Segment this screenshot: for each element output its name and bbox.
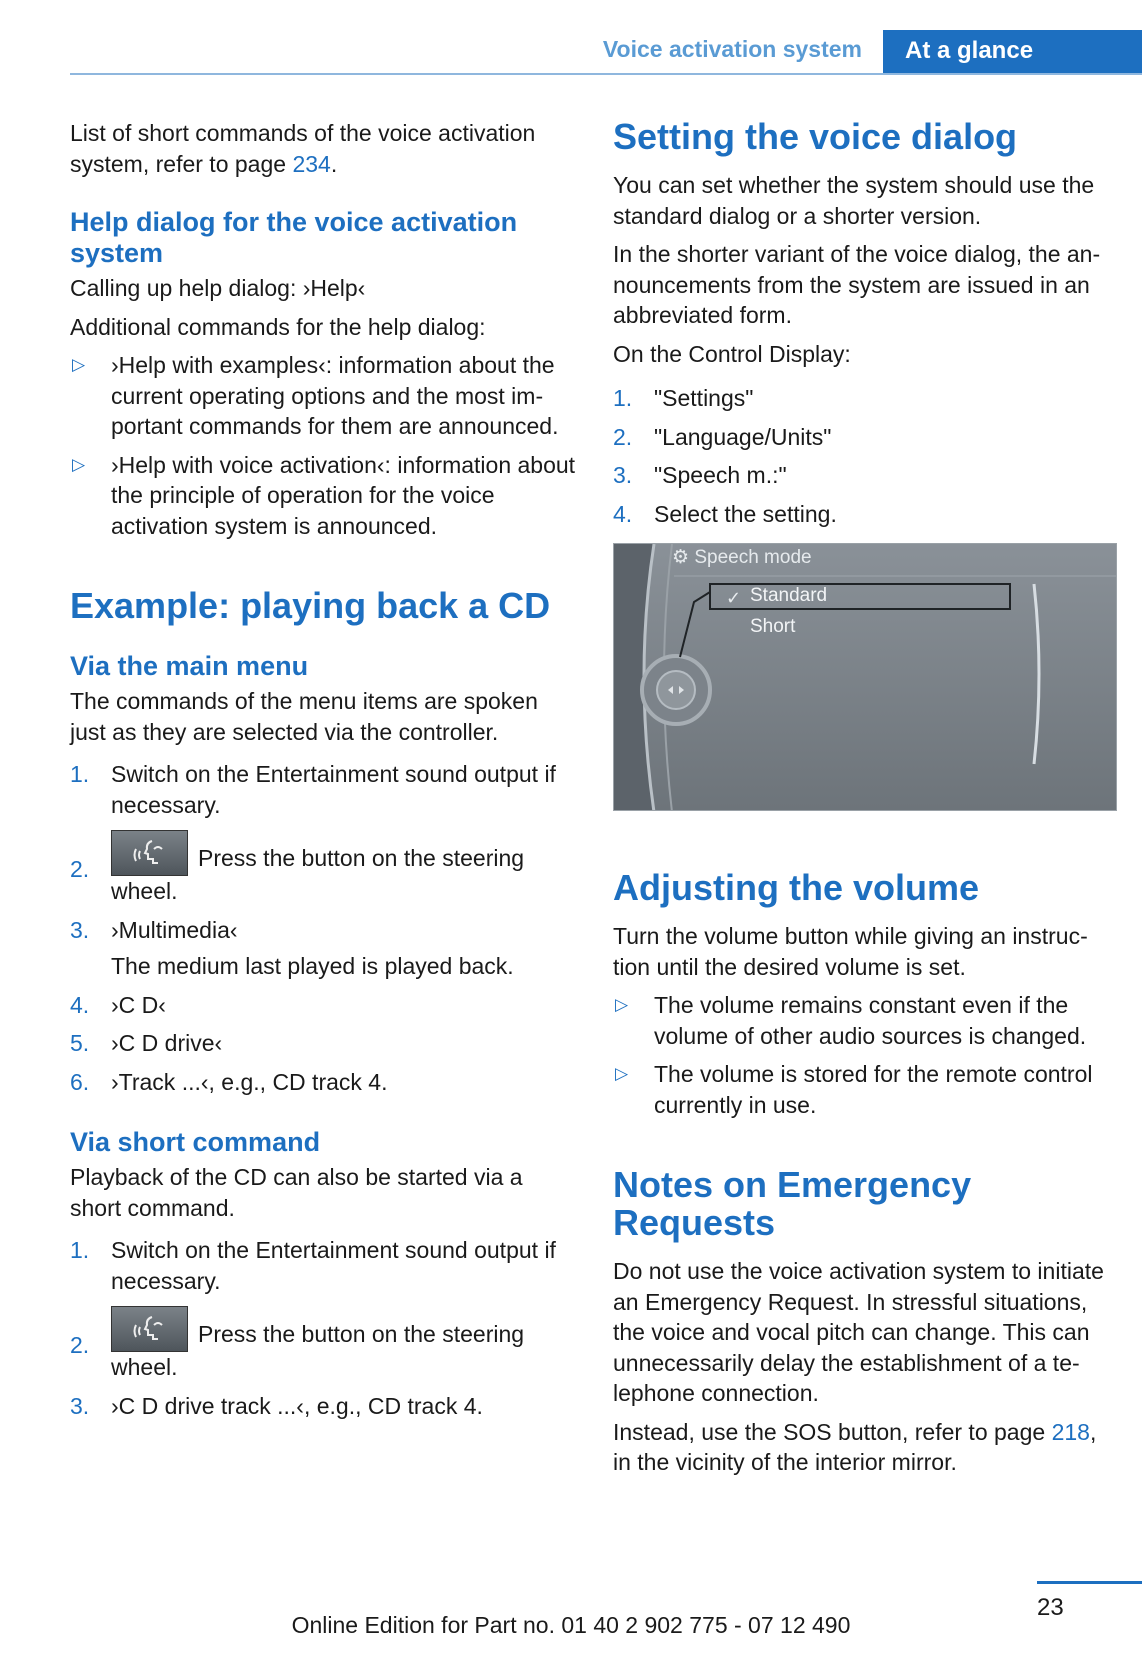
header-section-title: Voice activation system bbox=[602, 36, 862, 62]
option-standard: Standard bbox=[750, 585, 828, 606]
list-item: 2. "Language/Units" bbox=[613, 423, 832, 450]
svg-text:✓: ✓ bbox=[726, 588, 742, 609]
triangle-bullet-icon: ▷ bbox=[72, 454, 86, 474]
page-link-218[interactable]: 218 bbox=[1051, 1418, 1090, 1445]
list-item: 1. "Settings" bbox=[613, 385, 754, 411]
triangle-bullet-icon: ▷ bbox=[615, 1064, 629, 1083]
triangle-bullet-icon: ▷ bbox=[72, 355, 86, 374]
header-tab: At a glance bbox=[883, 30, 1142, 75]
voice-button-image bbox=[111, 1306, 188, 1352]
voice-button-image bbox=[111, 830, 188, 876]
help-calling-text: Calling up help dialog: ›Help‹ bbox=[70, 275, 366, 301]
list-item: ▷ The volume is stored for the remote control currently in use. bbox=[615, 1061, 1093, 1118]
list-item: ▷ ›Help with examples‹: information about the current operating options and the most im-portant commands for them are announced. bbox=[72, 352, 559, 439]
voice-dialog-heading: Setting the voice dialog bbox=[613, 116, 1018, 157]
list-item: ▷ The volume remains constant even if the volume of other audio sources is changed. bbox=[615, 992, 1087, 1049]
list-item: 3. ›C D drive track ...‹, e.g., CD track 4. bbox=[70, 1392, 483, 1419]
main-menu-text: The commands of the menu items are spoken just as they are selected via the controller. bbox=[70, 688, 538, 745]
voice-command-icon bbox=[130, 837, 170, 869]
volume-heading: Adjusting the volume bbox=[613, 867, 980, 908]
emergency-p2: Instead, use the SOS button, refer to page 218, in the vicinity of the interior mirror. bbox=[613, 1418, 1097, 1475]
list-item: 1. Switch on the Entertainment sound output if necessary. bbox=[70, 1237, 556, 1294]
volume-p1: Turn the volume button while giving an instruc-tion until the desired volume is set. bbox=[613, 923, 1088, 980]
list-item: 3. ›Multimedia‹ bbox=[70, 916, 238, 943]
help-bullet-list bbox=[70, 350, 578, 541]
help-dialog-heading: Help dialog for the voice activation system bbox=[70, 207, 518, 268]
emergency-p1: Do not use the voice activation system to initiate an Emergency Request. In stressful situations, the voice and vocal pitch can change. This can unnecessarily delay the establishment of a te-lephone connection. bbox=[613, 1258, 1104, 1406]
voice-dialog-p2: In the shorter variant of the voice dialog, the an-nouncements from the system are issued in an abbreviated form. bbox=[613, 241, 1101, 328]
voice-dialog-p1: You can set whether the system should use the standard dialog or a shorter version. bbox=[613, 172, 1095, 229]
list-item: 2. Press the button on the steering wheel. bbox=[70, 1306, 578, 1383]
short-command-steps bbox=[70, 1235, 578, 1421]
control-display-screenshot bbox=[613, 543, 1117, 811]
list-item: 5. ›C D drive‹ bbox=[70, 1030, 223, 1056]
list-item: 1. Switch on the Entertainment sound output if necessary. bbox=[70, 761, 556, 818]
gear-icon: ⚙ bbox=[672, 547, 690, 568]
voice-command-icon bbox=[130, 1313, 170, 1345]
voice-dialog-p3: On the Control Display: bbox=[613, 340, 851, 367]
example-heading: Example: playing back a CD bbox=[70, 585, 551, 626]
right-column bbox=[613, 118, 1119, 1486]
footer-edition-text: Online Edition for Part no. 01 40 2 902 775 - 07 12 490 bbox=[291, 1612, 851, 1638]
triangle-bullet-icon: ▷ bbox=[615, 995, 629, 1014]
footer-rule bbox=[1037, 1581, 1142, 1584]
emergency-heading: Notes on Emergency Requests bbox=[613, 1164, 972, 1243]
list-item: 6. ›Track ...‹, e.g., CD track 4. bbox=[70, 1068, 388, 1095]
list-item: 4. Select the setting. bbox=[613, 500, 837, 527]
short-command-text: Playback of the CD can also be started via a short command. bbox=[70, 1164, 523, 1221]
list-item: 4. ›C D‹ bbox=[70, 991, 166, 1018]
main-menu-heading: Via the main menu bbox=[70, 651, 309, 681]
list-item-note: The medium last played is played back. bbox=[111, 953, 514, 979]
left-column bbox=[70, 118, 578, 1429]
display-frame-graphic bbox=[614, 544, 1117, 811]
header-rule bbox=[70, 73, 1142, 75]
list-item: 3. "Speech m.:" bbox=[613, 462, 787, 488]
page-number: 23 bbox=[1037, 1594, 1064, 1621]
page-link-234[interactable]: 234 bbox=[292, 150, 331, 177]
intro-paragraph: List of short commands of the voice activation system, refer to page 234. bbox=[70, 120, 536, 177]
speech-mode-title: ⚙ Speech mode bbox=[672, 547, 812, 568]
voice-dialog-steps bbox=[613, 383, 1119, 529]
list-item: 2. Press the button on the steering wheel. bbox=[70, 830, 578, 907]
help-additional-text: Additional commands for the help dialog: bbox=[70, 313, 486, 340]
volume-bullet-list bbox=[613, 990, 1119, 1120]
option-short: Short bbox=[750, 616, 796, 637]
short-command-heading: Via short command bbox=[70, 1127, 321, 1157]
main-menu-steps bbox=[70, 759, 578, 1097]
list-item: ▷ ›Help with voice activation‹: information about the principle of operation for the voice activation system is announced. bbox=[72, 451, 576, 539]
